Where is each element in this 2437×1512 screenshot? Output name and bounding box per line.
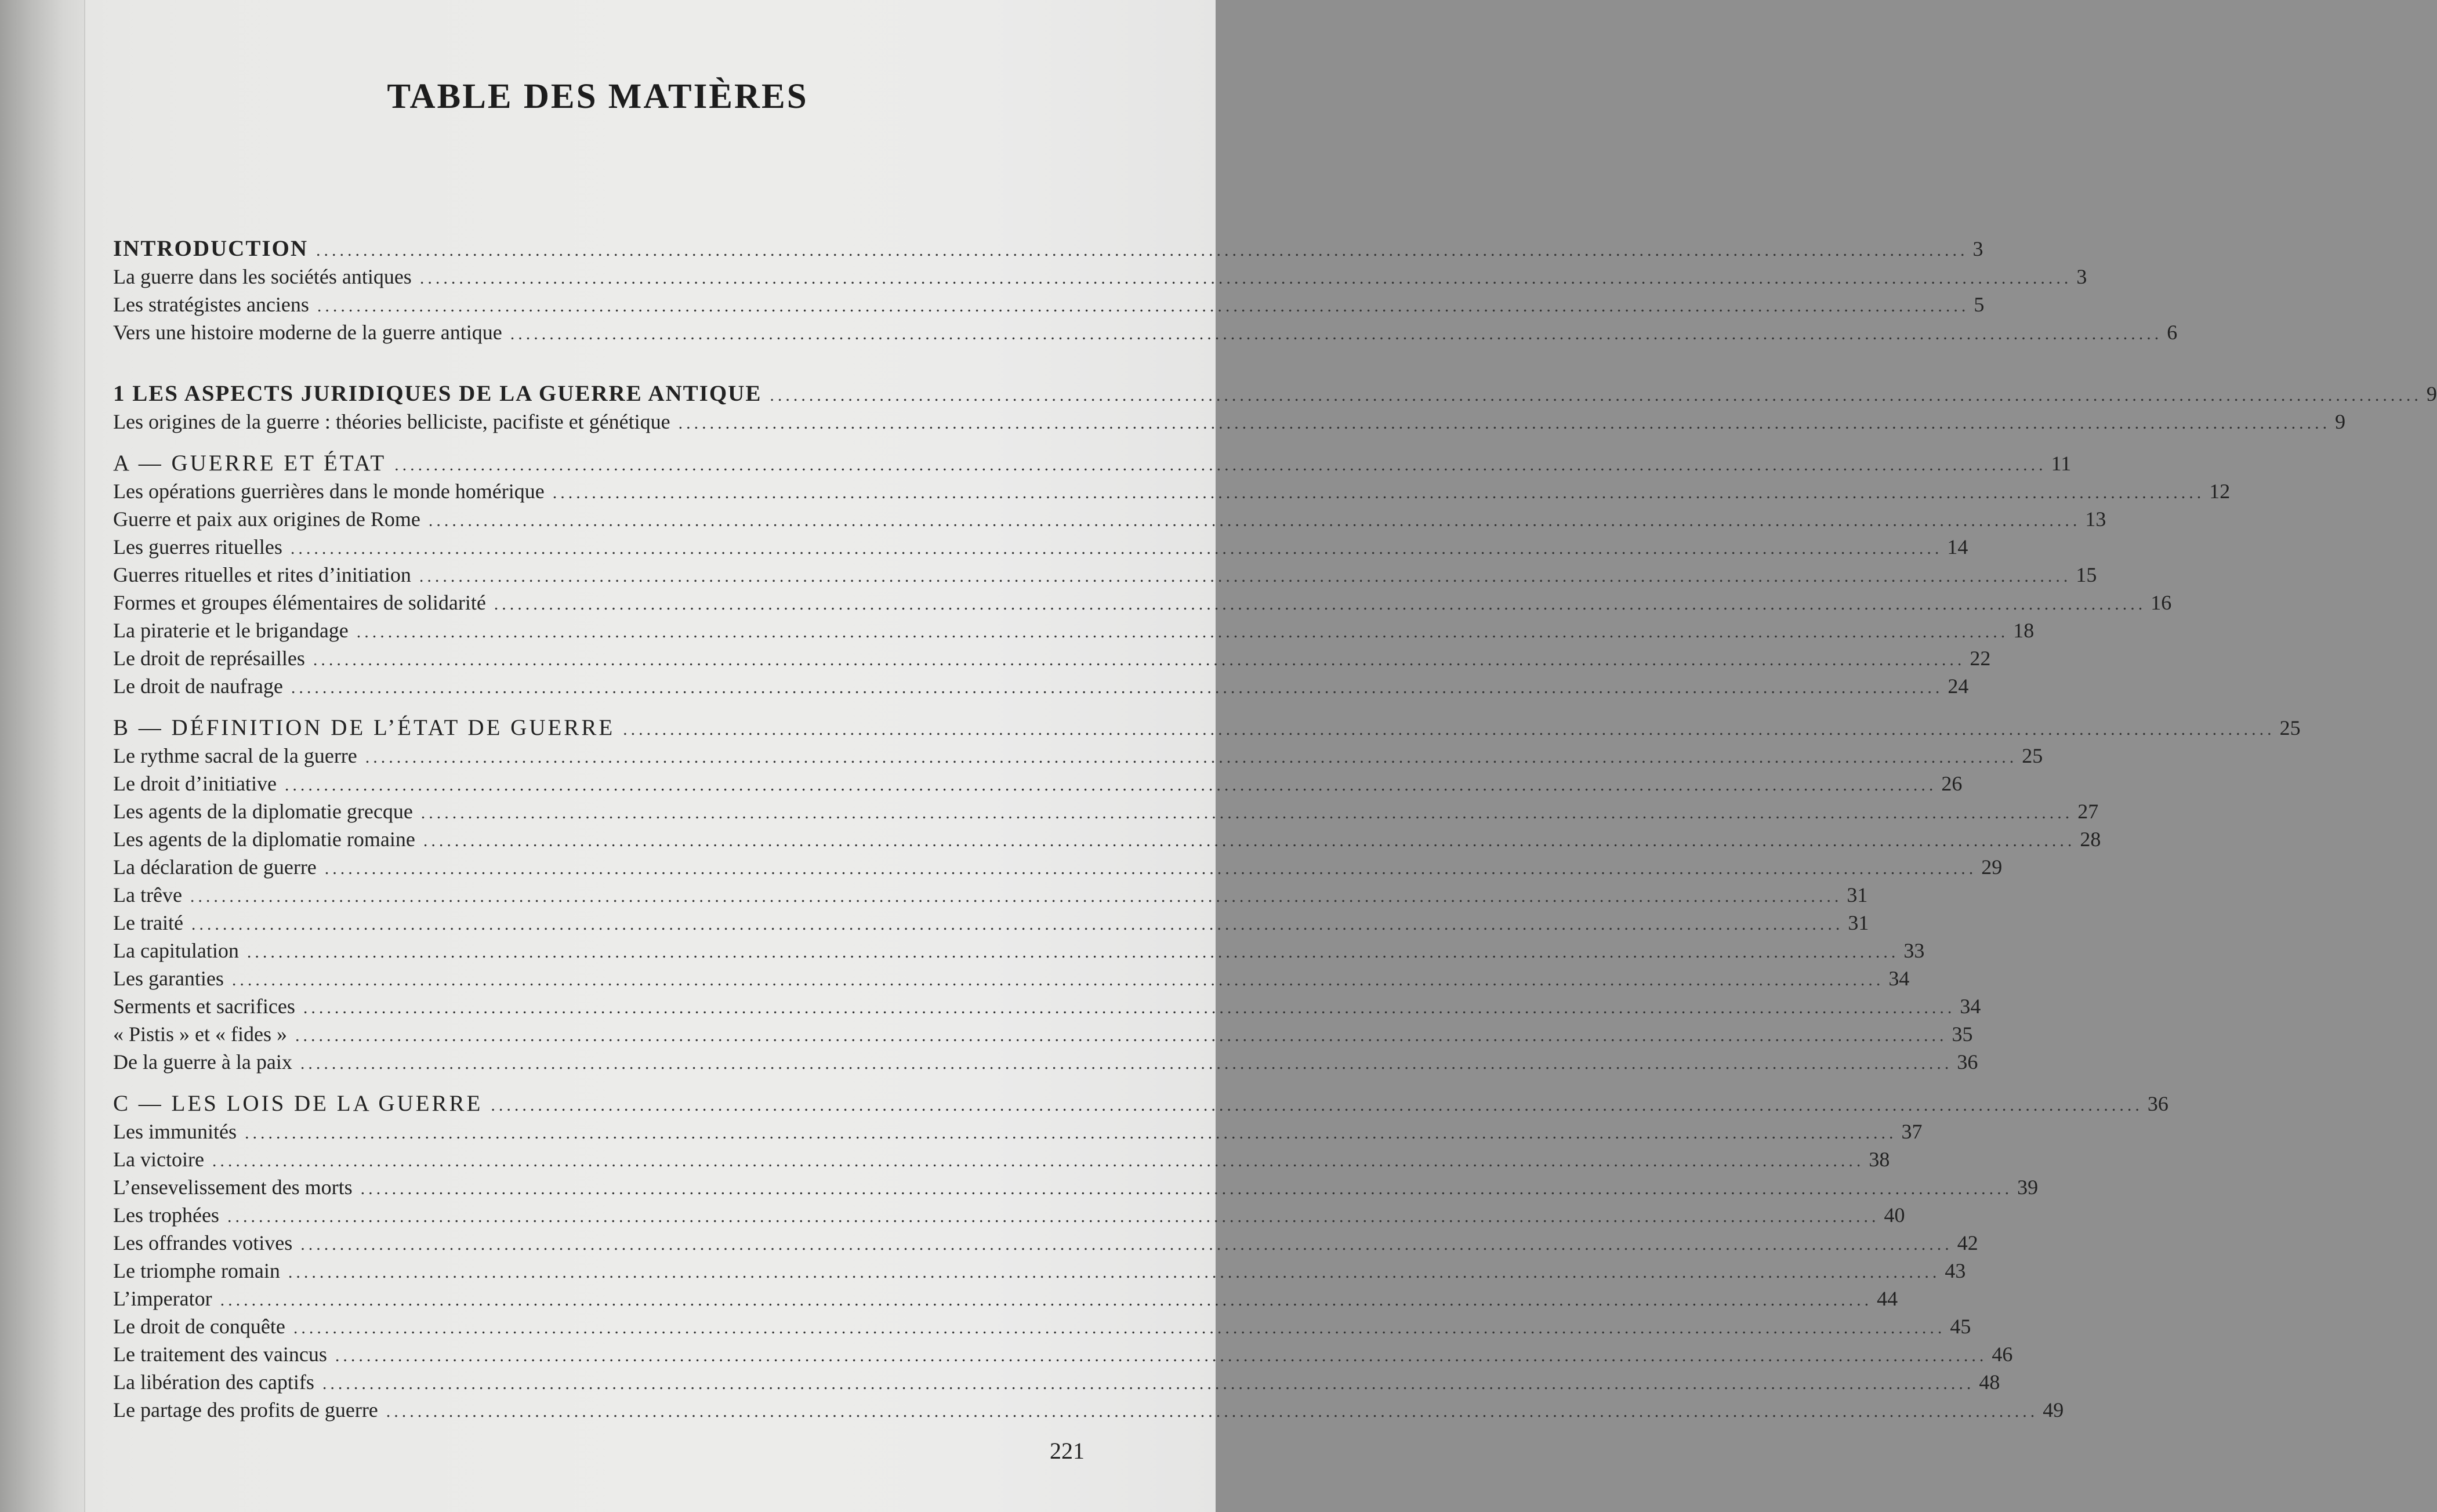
dot-leader: ................................................................................................................................................................................................................... [552,483,2205,502]
dot-leader: ................................................................................................................................................................................................................... [244,1123,1897,1143]
toc-heading-label: 1 LES ASPECTS JURIDIQUES DE LA GUERRE ANTIQUE [113,381,762,406]
dot-leader: ................................................................................................................................................................................................................... [423,831,2076,850]
toc-entry [113,1229,1978,1257]
dot-leader: ................................................................................................................................................................................................................... [290,539,1943,558]
toc-page-number: 38 [1869,1148,1890,1171]
toc-page-number: 28 [2080,828,2101,851]
dot-leader: ................................................................................................................................................................................................................... [300,1235,1953,1254]
toc-page-number: 3 [2076,265,2087,288]
dot-leader: ................................................................................................................................................................................................................... [335,1346,1988,1365]
toc-entry [113,853,2003,881]
toc-page-number: 35 [1952,1022,1973,1046]
toc-page-number: 6 [2167,321,2178,344]
dot-leader: ................................................................................................................................................................................................................... [231,970,1884,989]
toc-entry-label: La trêve [113,883,182,907]
toc-page-number: 29 [1981,855,2003,879]
toc-entry-label: Les opérations guerrières dans le monde homérique [113,480,545,503]
toc-heading-introduction [113,235,1983,263]
toc-page-number: 43 [1945,1259,1966,1282]
toc-entry-label: Le traitement des vaincus [113,1343,327,1366]
toc-page-number: 42 [1957,1231,1978,1254]
toc-heading-section-c [113,1090,2168,1118]
toc-entry [113,1048,1978,1076]
dot-leader: ................................................................................................................................................................................................................... [295,1026,1948,1045]
dot-leader: ................................................................................................................................................................................................................... [300,1054,1953,1073]
toc-section-label: A — GUERRE ET ÉTAT [113,451,387,476]
dot-leader: ................................................................................................................................................................................................................... [322,1374,1975,1393]
toc-entry [113,770,1963,797]
dot-leader: ................................................................................................................................................................................................................... [212,1151,1865,1170]
toc-page-number: 37 [1901,1120,1923,1143]
dot-leader: ................................................................................................................................................................................................................... [284,775,1937,795]
toc-entry [113,1340,2013,1368]
dot-leader: ................................................................................................................................................................................................................... [288,1263,1941,1282]
page-title: TABLE DES MATIÈRES [387,77,808,116]
dot-leader: ................................................................................................................................................................................................................... [313,650,1965,669]
toc-page-number: 34 [1888,967,1910,990]
toc-page-number: 45 [1950,1315,1971,1338]
toc-page-number: 25 [2022,744,2043,767]
toc-entry-label: Le droit de naufrage [113,675,283,698]
dot-leader: ................................................................................................................................................................................................................... [324,859,1977,878]
toc-page-number: 15 [2076,563,2097,586]
toc-page-number: 24 [1948,675,1969,698]
toc-entry [113,318,2178,346]
toc-entry-label: Le traité [113,911,183,934]
toc-page-number: 44 [1877,1287,1898,1310]
toc-entry-label: Serments et sacrifices [113,995,295,1018]
toc-entry-label: La piraterie et le brigandage [113,619,349,642]
toc-page-number: 13 [2085,507,2106,531]
dot-leader: ................................................................................................................................................................................................................... [360,1179,2013,1198]
dot-leader: ................................................................................................................................................................................................................... [191,915,1844,934]
dot-leader: ................................................................................................................................................................................................................... [510,324,2163,343]
toc-page-number: 49 [2043,1398,2064,1422]
toc-entry-label: Le droit d’initiative [113,772,277,795]
toc-page-number: 16 [2150,591,2172,614]
toc-entry-label: Les origines de la guerre : théories belliciste, pacifiste et génétique [113,410,670,433]
toc-page-number: 40 [1884,1203,1905,1227]
toc-entry-label: Formes et groupes élémentaires de solidarité [113,591,486,614]
toc-entry [113,742,2043,770]
toc-entry [113,477,2231,505]
toc-entry [113,1201,1905,1229]
toc-entry-label: La libération des captifs [113,1370,314,1394]
toc-entry [113,1173,2039,1201]
spacer [113,1076,1137,1090]
toc-page-number: 36 [2147,1092,2168,1115]
toc-entry [113,909,1869,937]
toc-entry [113,505,2106,533]
dot-leader: ................................................................................................................................................................................................................... [293,1318,1946,1337]
toc-entry [113,881,1868,909]
dot-leader: ................................................................................................................................................................................................................... [365,748,2018,767]
toc-entry-label: Le partage des profits de guerre [113,1398,378,1422]
toc-entry [113,291,1985,318]
toc-entry [113,1145,1890,1173]
toc-page-number: 36 [1957,1050,1978,1074]
dot-leader: ................................................................................................................................................................................................................... [419,567,2072,586]
toc-section-label: C — LES LOIS DE LA GUERRE [113,1091,483,1116]
toc-page-number: 12 [2209,480,2231,503]
dot-leader: ................................................................................................................................................................................................................... [227,1207,1880,1226]
toc-entry [113,1368,2000,1396]
toc-page-number: 31 [1848,911,1869,934]
spacer [113,346,1137,380]
dot-leader: ................................................................................................................................................................................................................... [291,678,1943,697]
toc-entry [113,825,2101,853]
toc-page-number: 9 [2335,410,2346,433]
book-gutter [0,0,85,1512]
toc-page-number: 33 [1903,939,1925,962]
toc-entry [113,589,2172,617]
toc-entry-label: La victoire [113,1148,204,1171]
toc-page-number: 39 [2017,1176,2039,1199]
toc-entry-label: Les garanties [113,967,224,990]
dot-leader: ................................................................................................................................................................................................................... [420,803,2073,822]
dot-leader: ................................................................................................................................................................................................................... [190,887,1843,906]
toc-entry [113,1396,2064,1424]
dot-leader: ................................................................................................................................................................................................................... [770,386,2422,405]
toc-page-number: 48 [1979,1370,2000,1394]
toc-entry [113,1312,1971,1340]
toc-entry [113,408,2346,436]
dot-leader: ................................................................................................................................................................................................................... [317,296,1970,316]
toc-section-label: B — DÉFINITION DE L’ÉTAT DE GUERRE [113,715,615,740]
toc-entry-label: La déclaration de guerre [113,855,317,879]
toc-entry-label: Vers une histoire moderne de la guerre antique [113,321,502,344]
toc-entry [113,937,1925,965]
toc-entry-label: Guerre et paix aux origines de Rome [113,507,420,531]
toc-heading-label: INTRODUCTION [113,236,309,261]
dot-leader: ................................................................................................................................................................................................................... [356,622,2009,641]
toc-page-number: 31 [1847,883,1868,907]
toc-entry [113,1285,1898,1312]
toc-page-number: 14 [1947,535,1968,559]
toc-page-number: 22 [1970,647,1991,670]
spacer [113,700,1137,714]
dot-leader: ................................................................................................................................................................................................................... [246,942,1899,962]
toc-entry [113,617,2035,644]
dot-leader: ................................................................................................................................................................................................................... [494,594,2146,614]
toc-page-number: 26 [1941,772,1963,795]
toc-entry-label: Les trophées [113,1203,219,1227]
toc-entry [113,1257,1966,1285]
toc-page-number: 9 [2426,382,2437,405]
toc-heading-section-b [113,714,2301,742]
toc-entry-label: Le triomphe romain [113,1259,280,1282]
toc-entry-label: L’ensevelissement des morts [113,1176,353,1199]
toc-entry-label: De la guerre à la paix [113,1050,292,1074]
toc-entry [113,1020,1973,1048]
toc-entry [113,965,1910,992]
dot-leader: ................................................................................................................................................................................................................... [394,455,2047,474]
toc-heading-chapter-1 [113,380,2437,408]
toc-entry-label: Les agents de la diplomatie grecque [113,800,413,823]
toc-entry-label: « Pistis » et « fides » [113,1022,288,1046]
toc-page-number: 5 [1974,293,1985,316]
toc-page-number: 46 [1992,1343,2013,1366]
toc-entry [113,533,1968,561]
toc-page [84,0,2437,1512]
toc-entry [113,263,2087,291]
toc-entry-label: Les stratégistes anciens [113,293,309,316]
toc-entry-label: Le rythme sacral de la guerre [113,744,357,767]
toc-entry-label: Guerres rituelles et rites d’initiation [113,563,411,586]
toc-entry [113,561,2097,589]
toc-entry-label: La guerre dans les sociétés antiques [113,265,412,288]
toc-entry-label: Les offrandes votives [113,1231,293,1254]
page-number: 221 [1050,1438,1085,1464]
dot-leader: ................................................................................................................................................................................................................... [303,998,1956,1017]
toc-page-number: 18 [2013,619,2035,642]
toc-page-number: 27 [2077,800,2099,823]
toc-entry-label: Les guerres rituelles [113,535,282,559]
dot-leader: ................................................................................................................................................................................................................... [316,241,1968,260]
toc-entry [113,1118,1923,1145]
dot-leader: ................................................................................................................................................................................................................... [678,414,2331,433]
toc-page-number: 3 [1972,237,1983,260]
toc-entry-label: La capitulation [113,939,239,962]
dot-leader: ................................................................................................................................................................................................................... [428,511,2081,530]
dot-leader: ................................................................................................................................................................................................................... [419,269,2072,288]
toc-entry-label: L’imperator [113,1287,212,1310]
toc-page-number: 11 [2051,452,2072,475]
toc-entry-label: Le droit de conquête [113,1315,285,1338]
dot-leader: ................................................................................................................................................................................................................... [220,1290,1873,1310]
toc-page-number: 25 [2279,716,2301,739]
dot-leader: ................................................................................................................................................................................................................... [386,1402,2039,1421]
toc-entry-label: Les immunités [113,1120,237,1143]
toc-entry [113,797,2099,825]
toc-heading-section-a [113,449,2072,477]
toc-entry [113,644,1991,672]
spacer [113,436,1137,449]
toc-entry-label: Les agents de la diplomatie romaine [113,828,415,851]
toc-entry [113,992,1981,1020]
toc-page-number: 34 [1960,995,1981,1018]
table-of-contents [113,235,2437,1424]
dot-leader: ................................................................................................................................................................................................................... [491,1096,2143,1115]
dot-leader: ................................................................................................................................................................................................................... [623,720,2275,739]
toc-entry [113,672,1969,700]
toc-entry-label: Le droit de représailles [113,647,305,670]
